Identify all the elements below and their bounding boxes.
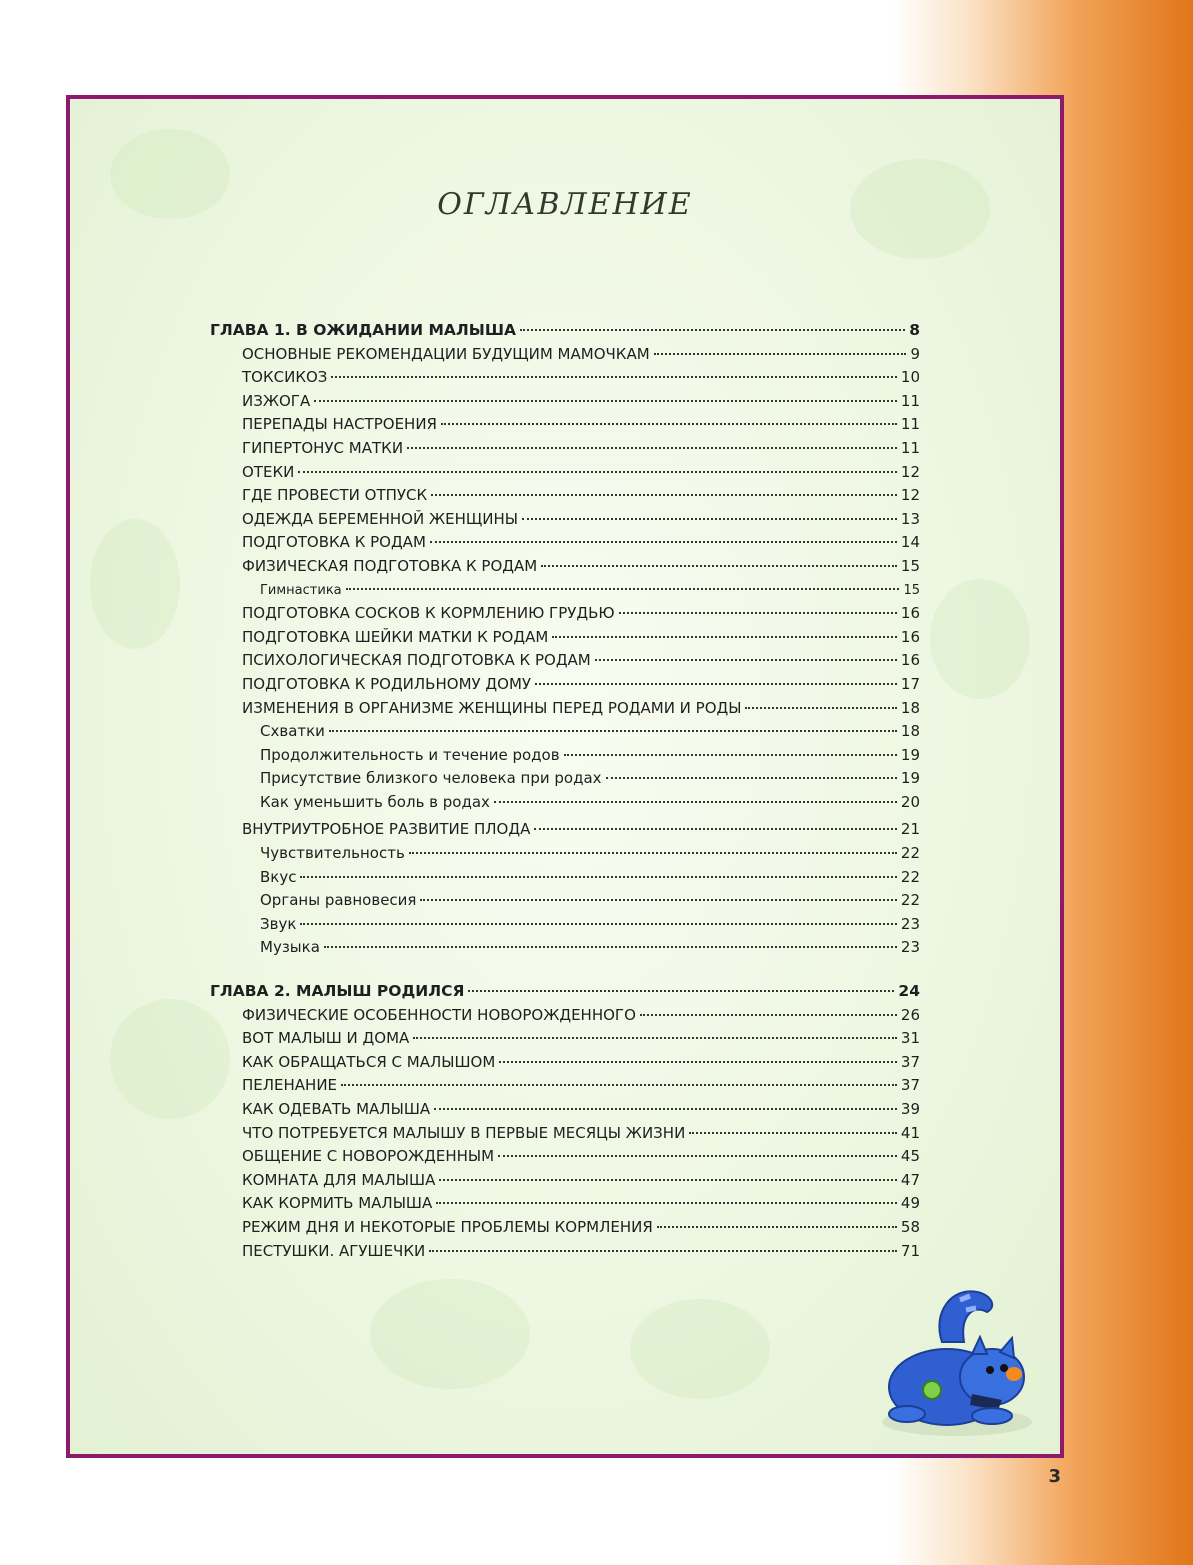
background-toy-pattern (370, 1279, 530, 1389)
toc-dot-leader (494, 801, 897, 803)
background-toy-pattern (90, 519, 180, 649)
toc-dot-leader (657, 1226, 897, 1228)
toc-entry (210, 366, 920, 390)
toc-entry (210, 484, 920, 508)
toc-entry-page: 12 (900, 462, 920, 481)
toc-entry-label: КАК ОБРАЩАТЬСЯ С МАЛЫШОМ (242, 1052, 496, 1071)
toc-dot-leader (429, 1250, 897, 1252)
toc-entry-page: 13 (900, 509, 920, 528)
toc-entry (210, 461, 920, 485)
toc-dot-leader (324, 946, 897, 948)
toc-dot-leader (522, 518, 897, 520)
toc-entry (210, 508, 920, 532)
toc-dot-leader (468, 990, 894, 992)
toc-dot-leader (431, 494, 897, 496)
toc-entry-page: 14 (900, 533, 920, 552)
toc-dot-leader (564, 754, 897, 756)
toc-entry-page: 9 (910, 344, 920, 363)
toc-entry (210, 1122, 920, 1146)
toc-entry-label: Гимнастика (260, 582, 342, 598)
toc-entry (210, 1004, 920, 1028)
toc-entry-label: Музыка (260, 938, 320, 957)
toc-dot-leader (430, 541, 897, 543)
toc-dot-leader (331, 376, 897, 378)
toc-dot-leader (341, 1084, 897, 1086)
toc-entry-label: ИЗМЕНЕНИЯ В ОРГАНИЗМЕ ЖЕНЩИНЫ ПЕРЕД РОДАМИ И РОДЫ (242, 698, 742, 717)
toc-entry-label: Органы равновесия (260, 891, 417, 910)
toc-entry-page: 11 (900, 438, 920, 457)
toc-entry-label: ГИПЕРТОНУС МАТКИ (242, 438, 404, 457)
toc-entry (210, 343, 920, 367)
toc-entry (210, 413, 920, 437)
toc-entry-page: 47 (900, 1170, 920, 1189)
toc-entry-label: КОМНАТА ДЛЯ МАЛЫША (242, 1170, 436, 1189)
toc-entry (210, 767, 920, 791)
toc-entry-label: ОБЩЕНИЕ С НОВОРОЖДЕННЫМ (242, 1147, 495, 1166)
toc-entry-page: 41 (900, 1123, 920, 1142)
toc-entry (210, 1169, 920, 1193)
toc-entry-page: 10 (900, 368, 920, 387)
toc-dot-leader (436, 1202, 897, 1204)
toc-dot-leader (689, 1132, 897, 1134)
toc-entry-label: ПЕРЕПАДЫ НАСТРОЕНИЯ (242, 415, 437, 434)
toc-frame (66, 95, 1064, 1458)
toc-entry (210, 720, 920, 744)
toc-entry (210, 1074, 920, 1098)
toc-entry-label: ФИЗИЧЕСКАЯ ПОДГОТОВКА К РОДАМ (242, 556, 538, 575)
toc-entry-page: 23 (900, 938, 920, 957)
toc-dot-leader (619, 612, 897, 614)
toc-dot-leader (298, 471, 897, 473)
toc-entry (210, 1192, 920, 1216)
toc-entry-label: ГЛАВА 1. В ОЖИДАНИИ МАЛЫША (210, 321, 516, 339)
toc-dot-leader (535, 683, 897, 685)
toc-entry (210, 866, 920, 890)
toc-entry-page: 49 (900, 1194, 920, 1213)
toc-entry-label: Чувствительность (260, 844, 405, 863)
toy-cat-illustration (872, 1282, 1042, 1442)
toc-entry-page: 19 (900, 769, 920, 788)
toc-entry-page: 20 (900, 792, 920, 811)
toc-entry (210, 818, 920, 842)
toc-dot-leader (439, 1179, 897, 1181)
toc-entry-page: 24 (898, 982, 920, 1001)
toc-entry-page: 58 (900, 1217, 920, 1236)
toc-entry-page: 22 (900, 867, 920, 886)
toc-entry-page: 22 (900, 844, 920, 863)
background-toy-pattern (630, 1299, 770, 1399)
toc-dot-leader (413, 1037, 897, 1039)
toc-entry-page: 16 (900, 627, 920, 646)
toc-dot-leader (300, 876, 896, 878)
toc-dot-leader (409, 852, 897, 854)
toc-entry (210, 626, 920, 650)
toc-entry (210, 1216, 920, 1240)
toc-dot-leader (745, 707, 896, 709)
toc-dot-leader (498, 1155, 897, 1157)
toc-entry-page: 18 (900, 722, 920, 741)
toc-entry-label: ПОДГОТОВКА К РОДАМ (242, 533, 426, 552)
background-toy-pattern (930, 579, 1030, 699)
toc-dot-leader (407, 447, 897, 449)
toc-entry-label: КАК ОДЕВАТЬ МАЛЫША (242, 1100, 431, 1118)
toc-entry-label: ОДЕЖДА БЕРЕМЕННОЙ ЖЕНЩИНЫ (242, 509, 519, 528)
toc-entry-page: 21 (900, 820, 920, 839)
toc-entry-page: 11 (900, 391, 920, 410)
toc-entry (210, 1027, 920, 1051)
toc-dot-leader (552, 636, 897, 638)
toc-entry (210, 889, 920, 913)
toc-entry (210, 579, 920, 603)
toc-entry (210, 673, 920, 697)
toc-entry (210, 791, 920, 815)
toc-dot-leader (329, 730, 897, 732)
toc-entry-label: ИЗЖОГА (242, 391, 311, 410)
toc-entry-page: 37 (900, 1052, 920, 1071)
toc-dot-leader (595, 659, 897, 661)
toc-entry-page: 12 (900, 486, 920, 505)
toc-entry-label: Продолжительность и течение родов (260, 745, 560, 764)
toc-entry-page: 71 (900, 1241, 920, 1260)
toc-entry-label: ПОДГОТОВКА К РОДИЛЬНОМУ ДОМУ (242, 674, 532, 693)
toc-entry-page: 37 (900, 1076, 920, 1095)
toc-entry-page: 22 (900, 891, 920, 910)
toc-dot-leader (541, 565, 897, 567)
toc-entry (210, 1051, 920, 1075)
toc-entry-page: 8 (909, 321, 920, 339)
toc-entry (210, 1240, 920, 1264)
toc-dot-leader (441, 423, 897, 425)
toc-entry (210, 1098, 920, 1122)
toc-dot-leader (640, 1014, 897, 1016)
toc-dot-leader (300, 923, 897, 925)
toc-dot-leader (606, 777, 897, 779)
toc-dot-leader (534, 828, 897, 830)
page-number: 3 (1048, 1466, 1061, 1487)
toc-dot-leader (420, 899, 896, 901)
toc-entry-page: 17 (900, 674, 920, 693)
toc-entry (210, 602, 920, 626)
toc-entry-page: 19 (900, 745, 920, 764)
toc-entry (210, 1145, 920, 1169)
toc-dot-leader (499, 1061, 897, 1063)
page-title: ОГЛАВЛЕНИЕ (437, 187, 693, 222)
toc-entry-page: 26 (900, 1005, 920, 1024)
toc-entry-page: 15 (903, 582, 920, 598)
toc-entry-label: ВОТ МАЛЫШ И ДОМА (242, 1029, 410, 1048)
toc-entry-label: РЕЖИМ ДНЯ И НЕКОТОРЫЕ ПРОБЛЕМЫ КОРМЛЕНИЯ (242, 1217, 653, 1236)
toc-entry-page: 16 (900, 604, 920, 623)
toc-entry-label: Присутствие близкого человека при родах (260, 769, 602, 788)
toc-entry-page: 18 (900, 698, 920, 717)
toc-entry-label: ГДЕ ПРОВЕСТИ ОТПУСК (242, 486, 428, 505)
toc-entry-label: ПОДГОТОВКА ШЕЙКИ МАТКИ К РОДАМ (242, 627, 549, 646)
toc-entry-label: ПСИХОЛОГИЧЕСКАЯ ПОДГОТОВКА К РОДАМ (242, 651, 591, 670)
toc-entry-label: ЧТО ПОТРЕБУЕТСЯ МАЛЫШУ В ПЕРВЫЕ МЕСЯЦЫ ЖИЗНИ (242, 1123, 686, 1142)
toc-entry-page: 31 (900, 1029, 920, 1048)
toc-entry (210, 649, 920, 673)
toc-dot-leader (314, 400, 897, 402)
toc-entry (210, 555, 920, 579)
toc-dot-leader (434, 1108, 897, 1110)
toc-entry-page: 15 (900, 556, 920, 575)
toc-entry-label: Вкус (260, 867, 297, 886)
toc-dot-leader (346, 588, 900, 590)
toc-entry-label: Звук (260, 914, 297, 933)
toc-entry-page: 45 (900, 1147, 920, 1166)
toc-entry (210, 842, 920, 866)
toc-entry-label: Как уменьшить боль в родах (260, 792, 490, 811)
toc-entry (210, 437, 920, 461)
toc-entry (210, 913, 920, 937)
toc-entry-label: ПЕЛЕНАНИЕ (242, 1076, 338, 1095)
toc-dot-leader (520, 329, 905, 331)
table-of-contents (210, 319, 920, 1263)
toc-entry-label: ПОДГОТОВКА СОСКОВ К КОРМЛЕНИЮ ГРУДЬЮ (242, 604, 615, 623)
toc-entry-page: 11 (900, 415, 920, 434)
toc-entry (210, 744, 920, 768)
toc-entry (210, 531, 920, 555)
toc-chapter-entry (210, 319, 920, 343)
toc-entry-page: 39 (900, 1100, 920, 1118)
toc-entry-label: ПЕСТУШКИ. АГУШЕЧКИ (242, 1241, 426, 1260)
toc-entry-label: КАК КОРМИТЬ МАЛЫША (242, 1194, 433, 1213)
toc-entry-page: 16 (900, 651, 920, 670)
toc-entry-label: ГЛАВА 2. МАЛЫШ РОДИЛСЯ (210, 982, 465, 1001)
toc-entry-label: ФИЗИЧЕСКИЕ ОСОБЕННОСТИ НОВОРОЖДЕННОГО (242, 1005, 636, 1024)
toc-dot-leader (654, 353, 907, 355)
toc-entry (210, 697, 920, 721)
toc-chapter-entry (210, 980, 920, 1004)
toc-entry-label: ОТЕКИ (242, 462, 295, 481)
toc-entry-label: Схватки (260, 722, 325, 741)
toc-entry (210, 390, 920, 414)
toc-entry-label: ВНУТРИУТРОБНОЕ РАЗВИТИЕ ПЛОДА (242, 820, 531, 839)
toc-entry (210, 936, 920, 960)
toc-entry-page: 23 (900, 914, 920, 933)
toc-entry-label: ОСНОВНЫЕ РЕКОМЕНДАЦИИ БУДУЩИМ МАМОЧКАМ (242, 344, 650, 363)
toc-entry-label: ТОКСИКОЗ (242, 368, 328, 387)
